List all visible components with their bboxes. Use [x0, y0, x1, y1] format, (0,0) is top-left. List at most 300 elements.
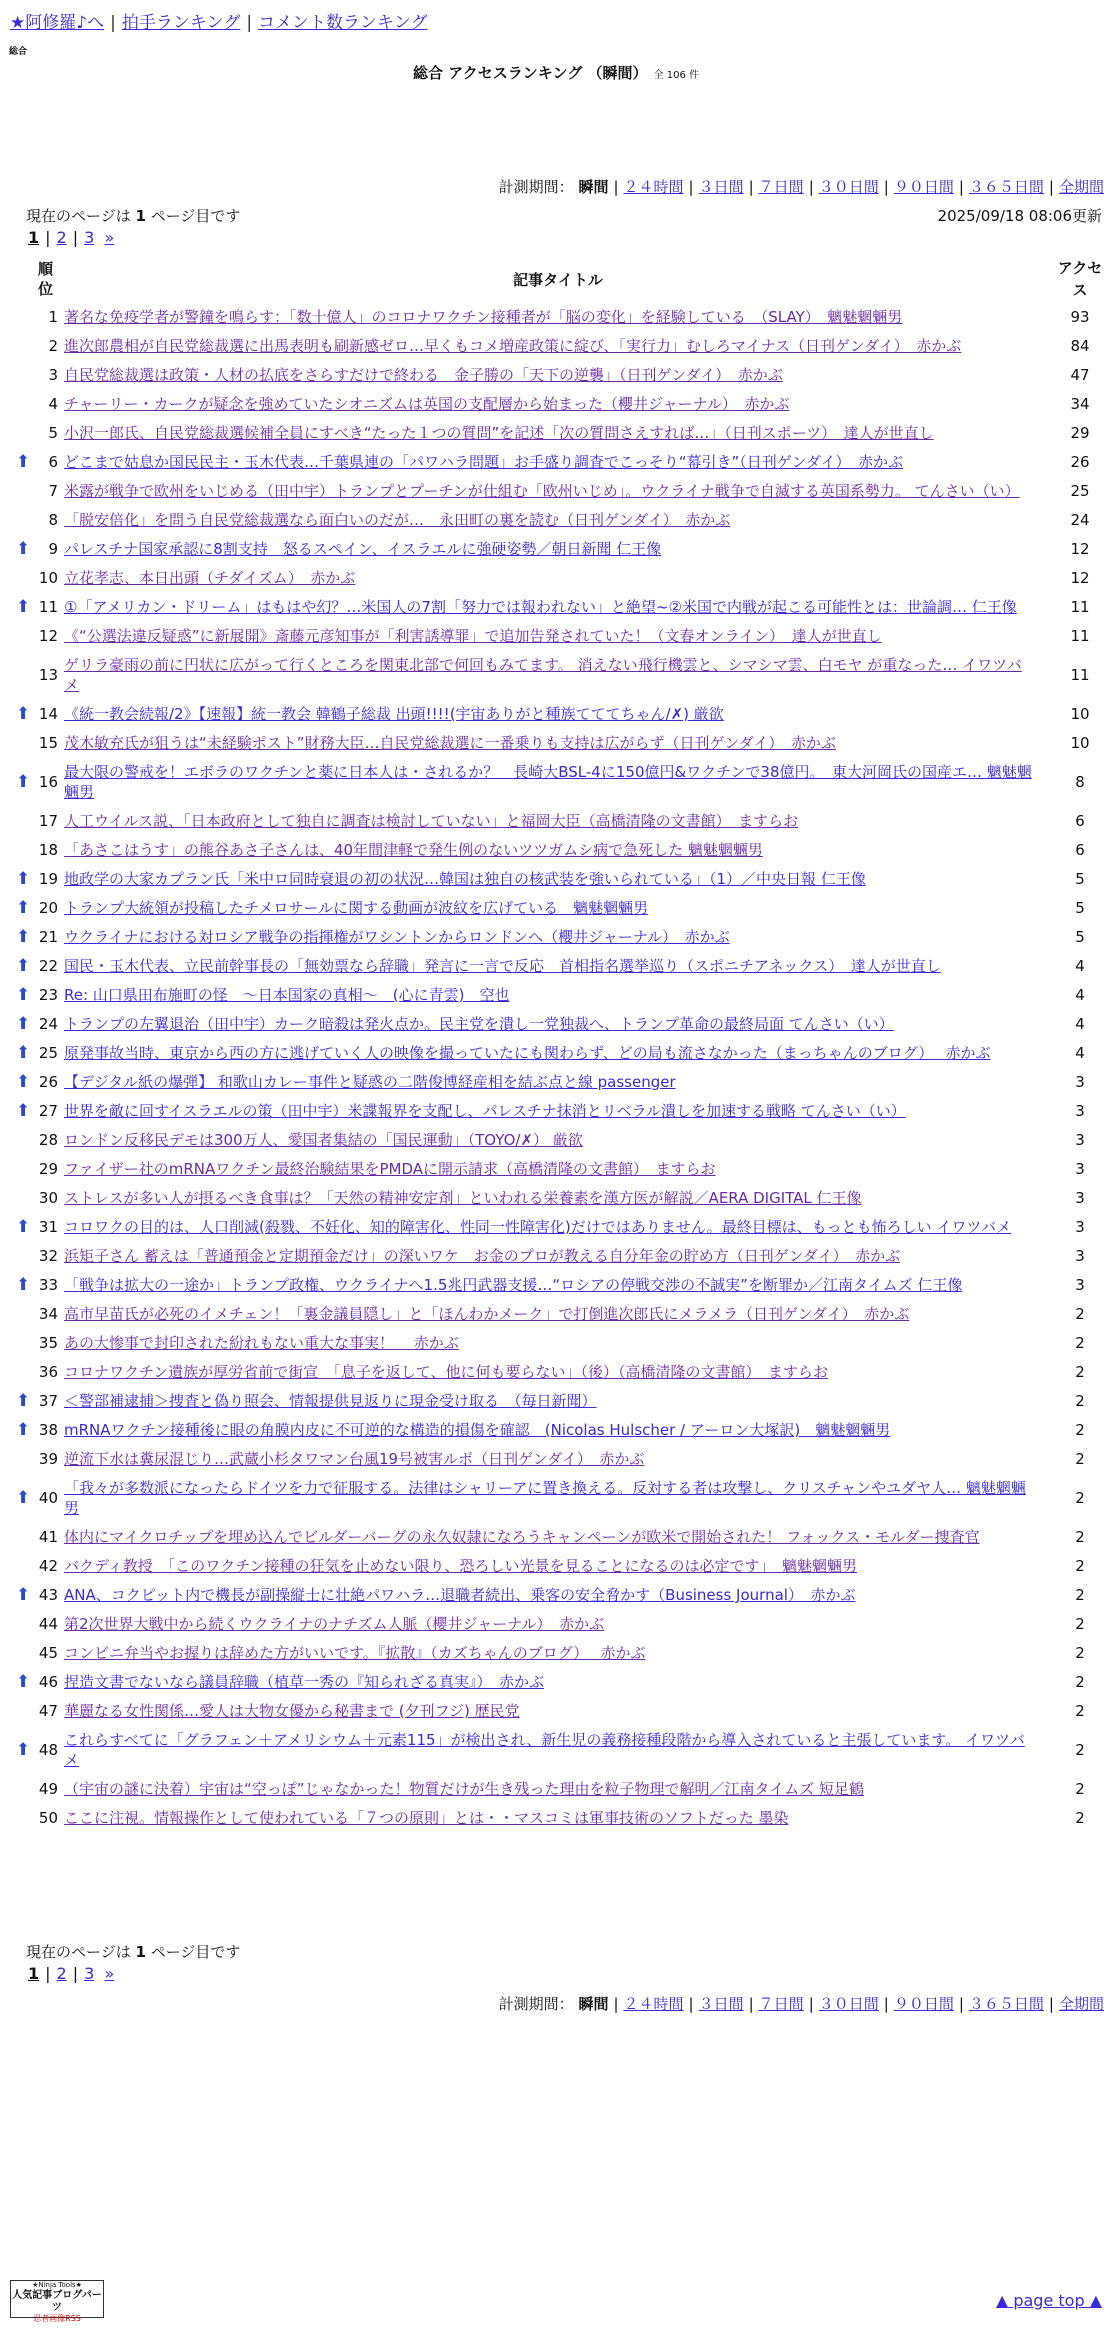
rank-number: 22	[38, 957, 58, 975]
access-count: 2	[1075, 1615, 1085, 1633]
access-count: 3	[1075, 1218, 1085, 1236]
period-365d-link[interactable]: ３６５日間	[968, 1995, 1044, 2013]
rank-up-arrow-icon: ⬆	[16, 1014, 31, 1034]
pager-page-3[interactable]: 3	[84, 1964, 95, 1983]
access-count: 3	[1075, 1247, 1085, 1265]
article-title-link[interactable]: 《“公選法違反疑惑”に新展開》斎藤元彦知事が「利害誘導罪」で追加告発されていた！（文春オンライン） 達人が世直し	[64, 627, 882, 645]
table-row	[16, 836, 1106, 865]
rank-number: 27	[38, 1102, 58, 1120]
article-title-link[interactable]: バクディ教授 「このワクチン接種の狂気を止めない限り、恐ろしい光景を見ることになるのは必定です」 魑魅魍魎男	[64, 1557, 858, 1575]
access-count: 2	[1075, 1450, 1085, 1468]
access-count: 3	[1075, 1102, 1085, 1120]
access-count: 12	[1070, 569, 1090, 587]
rank-number: 28	[38, 1131, 58, 1149]
article-title-link[interactable]: あの大惨事で封印された紛れもない重大な事実！ 赤かぶ	[64, 1334, 459, 1352]
page-info-bottom	[26, 1941, 240, 1962]
title-cell	[62, 303, 1054, 332]
rank-change-cell	[16, 1668, 38, 1697]
rank-number: 48	[38, 1741, 58, 1759]
rank-change-cell	[16, 1416, 38, 1445]
title-cell	[62, 865, 1054, 894]
period-3d-link[interactable]: ３日間	[698, 1995, 744, 2013]
access-count: 3	[1075, 1160, 1085, 1178]
period-30d-link[interactable]: ３０日間	[818, 178, 879, 196]
table-row	[16, 1416, 1106, 1445]
rank-number: 23	[38, 986, 58, 1004]
article-title-link[interactable]: 著名な免疫学者が警鐘を鳴らす：「数十億人」のコロナワクチン接種者が「脳の変化」を経験している （SLAY） 魑魅魍魎男	[64, 308, 903, 326]
access-count: 3	[1075, 1189, 1085, 1207]
article-title-link[interactable]: 《統一教会続報/2》【速報】統一教会 韓鶴子総裁 出頭!!!!(宇宙ありがと種族てててちゃん/✗) 厳欲	[64, 705, 724, 723]
title-cell	[62, 651, 1054, 700]
article-title-link[interactable]: トランプの左翼退治（田中宇）カーク暗殺は発火点か。民主党を潰し一党独裁へ、トランプ革命の最終局面 てんさい（い）	[64, 1015, 894, 1033]
rank-number: 10	[38, 569, 58, 587]
rank-up-arrow-icon: ⬆	[16, 956, 31, 976]
table-row	[16, 651, 1106, 700]
article-title-link[interactable]: コロワクの目的は、人口削減(殺戮、不妊化、知的障害化、性同一性障害化)だけではありません。最終目標は、もっとも怖ろしい イワツバメ	[64, 1218, 1012, 1236]
article-title-link[interactable]: 「我々が多数派になったらドイツを力で征服する。法律はシャリーアに置き換える。反対する者は攻撃し、クリスチャンやユダヤ人… 魑魅魍魎男	[64, 1479, 1026, 1517]
access-count: 8	[1075, 773, 1085, 791]
access-count: 4	[1075, 1044, 1085, 1062]
rank-change-cell	[16, 923, 38, 952]
period-all-link[interactable]: 全期間	[1058, 178, 1104, 196]
period-all-link[interactable]: 全期間	[1058, 1995, 1104, 2013]
access-count: 2	[1075, 1363, 1085, 1381]
pager-page-2[interactable]: 2	[56, 228, 67, 247]
clap-ranking-link[interactable]: 拍手ランキング	[121, 13, 241, 33]
rank-number: 29	[38, 1160, 58, 1178]
table-row	[16, 894, 1106, 923]
table-row	[16, 1039, 1106, 1068]
article-title-link[interactable]: Re: 山口県田布施町の怪 〜日本国家の真相〜 (心に青雲) 空也	[64, 986, 510, 1004]
article-title-link[interactable]: 「あさこはうす」の熊谷あさ子さんは、40年間津軽で発生例のないツツガムシ病で急死した 魑魅魍魎男	[64, 841, 763, 859]
article-title-link[interactable]: 小沢一郎氏、自民党総裁選候補全員にすべき“たった１つの質問”を記述「次の質問さえすれば…」（日刊スポーツ） 達人が世直し	[64, 424, 934, 442]
rank-change-cell	[16, 1097, 38, 1126]
table-row	[16, 1271, 1106, 1300]
article-title-link[interactable]: トランプ大統領が投稿したチメロサールに関する動画が波紋を広げている 魑魅魍魎男	[64, 899, 649, 917]
rank-change-cell	[16, 1358, 38, 1387]
period-24h-link[interactable]: ２４時間	[623, 178, 684, 196]
period-90d-link[interactable]: ９０日間	[893, 1995, 954, 2013]
pager-page-3[interactable]: 3	[84, 228, 95, 247]
title-cell	[62, 593, 1054, 622]
article-title-link[interactable]: ストレスが多い人が摂るべき食事は？「天然の精神安定剤」といわれる栄養素を漢方医が解説／AERA DIGITAL 仁王像	[64, 1189, 862, 1207]
rank-change-cell	[16, 865, 38, 894]
article-title-link[interactable]: 国民・玉木代表、立民前幹事長の「無効票なら辞職」発言に一言で反応 首相指名選挙巡り（スポニチアネックス） 達人が世直し	[64, 957, 941, 975]
title-cell	[62, 448, 1054, 477]
access-count: 6	[1075, 841, 1085, 859]
title-cell	[62, 952, 1054, 981]
rank-number: 3	[48, 366, 58, 384]
title-cell	[62, 332, 1054, 361]
comment-ranking-link[interactable]: コメント数ランキング	[258, 13, 428, 33]
top-nav	[10, 8, 428, 33]
period-label: 計測期間：	[498, 1995, 574, 2013]
table-row	[16, 1775, 1106, 1804]
rank-number: 19	[38, 870, 58, 888]
table-row	[16, 758, 1106, 807]
table-row	[16, 1358, 1106, 1387]
rank-number: 41	[38, 1528, 58, 1546]
table-row	[16, 1581, 1106, 1610]
rank-number: 24	[38, 1015, 58, 1033]
period-7d-link[interactable]: ７日間	[758, 1995, 804, 2013]
access-count: 2	[1075, 1305, 1085, 1323]
table-row	[16, 390, 1106, 419]
article-title-link[interactable]: ＜警部補逮捕＞捜査と偽り照会、情報提供見返りに現金受け取る （毎日新聞）	[64, 1392, 597, 1410]
rank-change-cell	[16, 564, 38, 593]
rank-change-cell	[16, 506, 38, 535]
title-cell	[62, 981, 1054, 1010]
table-row	[16, 952, 1106, 981]
rank-number: 2	[48, 337, 58, 355]
title-cell	[62, 1126, 1054, 1155]
rank-change-cell	[16, 1039, 38, 1068]
article-title-link[interactable]: チャーリー・カークが疑念を強めていたシオニズムは英国の支配層から始まった（櫻井ジャーナル） 赤かぶ	[64, 395, 790, 413]
article-title-link[interactable]: ファイザー社のmRNAワクチン最終治験結果をPMDAに開示請求（高橋清隆の文書館） ますらお	[64, 1160, 716, 1178]
period-selector-bottom: 計測期間： 瞬間 | ２４時間 | ３日間 | ７日間 | ３０日間 | ９０日間 | ３６５日間 | 全期間	[498, 1995, 1104, 2013]
pager-current: 1	[28, 228, 40, 247]
rank-number: 40	[38, 1489, 58, 1507]
page-info-top	[26, 205, 240, 226]
title-cell	[62, 1639, 1054, 1668]
article-title-link[interactable]: 【デジタル紙の爆弾】 和歌山カレー事件と疑惑の二階俊博経産相を結ぶ点と線 passenger	[64, 1073, 676, 1091]
access-count: 2	[1075, 1334, 1085, 1352]
updated-time: 2025/09/18 08:06更新	[937, 207, 1102, 225]
table-row	[16, 1126, 1106, 1155]
rank-change-cell	[16, 332, 38, 361]
article-title-link[interactable]: 第2次世界大戦中から続くウクライナのナチズム人脈（櫻井ジャーナル） 赤かぶ	[64, 1615, 604, 1633]
rank-change-cell	[16, 1581, 38, 1610]
logo-line-1: ★Ninja Tools★	[32, 2281, 82, 2289]
rank-up-arrow-icon: ⬆	[16, 1072, 31, 1092]
rank-up-arrow-icon: ⬆	[16, 927, 31, 947]
period-label: 計測期間：	[498, 178, 574, 196]
access-count: 5	[1075, 928, 1085, 946]
rank-number: 50	[38, 1809, 58, 1827]
rank-change-cell	[16, 1639, 38, 1668]
title-cell	[62, 729, 1054, 758]
rank-number: 18	[38, 841, 58, 859]
asyura-home-link[interactable]: ★阿修羅♪へ	[10, 13, 105, 33]
access-count: 2	[1075, 1809, 1085, 1827]
rank-number: 37	[38, 1392, 58, 1410]
access-count: 6	[1075, 812, 1085, 830]
access-count: 2	[1075, 1392, 1085, 1410]
rank-change-cell	[16, 1697, 38, 1726]
logo-line-2: 人気記事ブログパーツ	[12, 2290, 102, 2313]
table-row	[16, 419, 1106, 448]
rank-number: 33	[38, 1276, 58, 1294]
access-count: 2	[1075, 1780, 1085, 1798]
access-count: 26	[1070, 453, 1090, 471]
article-title-link[interactable]: ゲリラ豪雨の前に円状に広がって行くところを関東北部で何回もみてます。 消えない飛行機雲と、シマシマ雲、白モヤ が重なった… イワツバメ	[64, 656, 1022, 694]
rank-change-cell	[16, 1387, 38, 1416]
title-cell	[62, 1804, 1054, 1833]
period-365d-link[interactable]: ３６５日間	[968, 178, 1044, 196]
rank-col-header: 順位	[38, 260, 54, 298]
title-cell	[62, 622, 1054, 651]
rank-change-cell	[16, 1155, 38, 1184]
title-cell	[62, 1039, 1054, 1068]
rank-up-arrow-icon: ⬆	[16, 597, 31, 617]
article-title-link[interactable]: パレスチナ国家承認に8割支持 怒るスペイン、イスラエルに強硬姿勢／朝日新聞 仁王像	[64, 540, 662, 558]
rank-up-arrow-icon: ⬆	[16, 772, 31, 792]
rank-change-cell	[16, 1213, 38, 1242]
table-row	[16, 1300, 1106, 1329]
table-row	[16, 1610, 1106, 1639]
table-row	[16, 1213, 1106, 1242]
title-cell	[62, 1552, 1054, 1581]
title-col-header: 記事タイトル	[513, 270, 603, 289]
rank-number: 31	[38, 1218, 58, 1236]
access-count: 3	[1075, 1131, 1085, 1149]
rank-change-cell	[16, 1775, 38, 1804]
page-title-text: 総合 アクセスランキング （瞬間）	[413, 64, 648, 82]
pager-bottom: 1 | 2 | 3 »	[28, 1964, 115, 1983]
article-title-link[interactable]: コロナワクチン遺族が厚労省前で街宣 「息子を返して、他に何も要らない」（後）（高橋清隆の文書館） ますらお	[64, 1363, 828, 1381]
title-cell	[62, 419, 1054, 448]
pager-current: 1	[28, 1964, 40, 1983]
article-title-link[interactable]: コンビニ弁当やお握りは辞めた方がいいです。『拡散』（カズちゃんのブログ） 赤かぶ	[64, 1644, 646, 1662]
page-info-number: 1	[135, 1943, 146, 1961]
rank-up-arrow-icon: ⬆	[16, 1101, 31, 1121]
article-title-link[interactable]: （宇宙の謎に決着）宇宙は“空っぽ”じゃなかった！物質だけが生き残った理由を粒子物理で解明／江南タイムズ 短足鶴	[64, 1780, 865, 1798]
table-row	[16, 1697, 1106, 1726]
rank-change-cell	[16, 622, 38, 651]
access-count: 11	[1070, 598, 1090, 616]
article-title-link[interactable]: ロンドン反移民デモは300万人、愛国者集結の「国民運動」（TOYO/✗） 厳欲	[64, 1131, 583, 1149]
rank-change-cell	[16, 1271, 38, 1300]
rank-number: 38	[38, 1421, 58, 1439]
period-7d-link[interactable]: ７日間	[758, 178, 804, 196]
page-info-suffix: ページ目です	[150, 1943, 241, 1961]
article-title-link[interactable]: 体内にマイクロチップを埋め込んでビルダーバーグの永久奴隷になろうキャンペーンが欧米で開始された！ フォックス・モルダー捜査官	[64, 1528, 980, 1546]
title-cell	[62, 1184, 1054, 1213]
rank-up-arrow-icon: ⬆	[16, 985, 31, 1005]
article-title-link[interactable]: これらすべてに「グラフェン＋アメリシウム＋元素115」が検出され、新生児の義務接種段階から導入されていると主張しています。 イワツバメ	[64, 1731, 1025, 1769]
table-row	[16, 1523, 1106, 1552]
title-cell	[62, 1097, 1054, 1126]
article-title-link[interactable]: 高市早苗氏が必死のイメチェン！「裏金議員隠し」と「ほんわかメーク」で打倒進次郎氏にメラメラ（日刊ゲンダイ） 赤かぶ	[64, 1305, 910, 1323]
access-count: 24	[1070, 511, 1090, 529]
article-title-link[interactable]: 「戦争は拡大の一途か」トランプ政権、ウクライナへ1.5兆円武器支援…“ロシアの停戦交渉の不誠実”を断罪か／江南タイムズ 仁王像	[64, 1276, 963, 1294]
title-cell	[62, 1775, 1054, 1804]
title-cell	[62, 1271, 1054, 1300]
article-title-link[interactable]: 自民党総裁選は政策・人材の払底をさらすだけで終わる 金子勝の「天下の逆襲」（日刊ゲンダイ） 赤かぶ	[64, 366, 783, 384]
rank-number: 5	[48, 424, 58, 442]
access-count: 47	[1070, 366, 1090, 384]
table-row	[16, 1445, 1106, 1474]
table-row	[16, 361, 1106, 390]
rank-number: 12	[38, 627, 58, 645]
pager-next[interactable]: »	[104, 228, 115, 247]
table-row	[16, 506, 1106, 535]
title-cell	[62, 1581, 1054, 1610]
title-cell	[62, 477, 1054, 506]
table-row	[16, 1097, 1106, 1126]
rank-change-cell	[16, 807, 38, 836]
article-title-link[interactable]: 世界を敵に回すイスラエルの策（田中宇）米諜報界を支配し、パレスチナ抹消とリベラル潰しを加速する戦略 てんさい（い）	[64, 1102, 906, 1120]
period-3d-link[interactable]: ３日間	[698, 178, 744, 196]
rank-number: 14	[38, 705, 58, 723]
table-row	[16, 1639, 1106, 1668]
title-cell	[62, 1668, 1054, 1697]
article-title-link[interactable]: 人工ウイルス説、「日本政府として独自に調査は検討していない」と福岡大臣（高橋清隆の文書館） ますらお	[64, 812, 799, 830]
rank-number: 8	[48, 511, 58, 529]
rank-change-cell	[16, 361, 38, 390]
rank-change-cell	[16, 651, 38, 700]
rank-number: 1	[48, 308, 58, 326]
table-row	[16, 1010, 1106, 1039]
article-title-link[interactable]: ウクライナにおける対ロシア戦争の指揮権がワシントンからロンドンへ（櫻井ジャーナル） 赤かぶ	[64, 928, 730, 946]
table-row	[16, 622, 1106, 651]
access-count: 93	[1070, 308, 1090, 326]
nav-separator: |	[110, 13, 116, 33]
access-count: 5	[1075, 899, 1085, 917]
title-cell	[62, 1474, 1054, 1523]
table-row	[16, 1387, 1106, 1416]
table-row	[16, 1329, 1106, 1358]
access-count: 3	[1075, 1073, 1085, 1091]
article-title-link[interactable]: ここに注視。情報操作として使われている「７つの原則」とは・・マスコミは軍事技術のソフトだった 墨染	[64, 1809, 789, 1827]
rank-number: 17	[38, 812, 58, 830]
ninja-tools-logo[interactable]	[10, 2280, 104, 2323]
table-row	[16, 1242, 1106, 1271]
access-count: 34	[1070, 395, 1090, 413]
pager-next[interactable]: »	[104, 1964, 115, 1983]
rank-up-arrow-icon: ⬆	[16, 1740, 31, 1760]
article-title-link[interactable]: 逆流下水は糞尿混じり…武蔵小杉タワマン台風19号被害ルポ（日刊ゲンダイ） 赤かぶ	[64, 1450, 645, 1468]
period-current: 瞬間	[578, 1995, 609, 2013]
title-cell	[62, 1300, 1054, 1329]
article-title-link[interactable]: 最大限の警戒を！エボラのワクチンと薬に日本人は・されるか？ 長崎大BSL-4に150億円&ワクチンで38億円。 東大河岡氏の国産エ… 魑魅魍魎男	[64, 763, 1032, 801]
article-title-link[interactable]: 原発事故当時、東京から西の方に逃げていく人の映像を撮っていたにも関わらず、どの局も流さなかった（まっちゃんのブログ） 赤かぶ	[64, 1044, 991, 1062]
page-top-link[interactable]: ▲ page top ▲	[995, 2291, 1102, 2310]
rank-up-arrow-icon: ⬆	[16, 452, 31, 472]
rank-change-cell	[16, 1242, 38, 1271]
access-count: 2	[1075, 1586, 1085, 1604]
article-title-link[interactable]: 進次郎農相が自民党総裁選に出馬表明も刷新感ゼロ…早くもコメ増産政策に綻び、「実行力」むしろマイナス（日刊ゲンダイ） 赤かぶ	[64, 337, 962, 355]
access-count: 2	[1075, 1528, 1085, 1546]
rank-number: 34	[38, 1305, 58, 1323]
article-title-link[interactable]: 浜矩子さん 蓄えは「普通預金と定期預金だけ」の深いワケ お金のプロが教える自分年金の貯め方（日刊ゲンダイ） 赤かぶ	[64, 1247, 901, 1265]
access-count: 5	[1075, 870, 1085, 888]
rank-up-arrow-icon: ⬆	[16, 1043, 31, 1063]
table-row	[16, 1552, 1106, 1581]
rank-number: 20	[38, 899, 58, 917]
access-count: 12	[1070, 540, 1090, 558]
title-cell	[62, 1523, 1054, 1552]
access-count: 2	[1075, 1741, 1085, 1759]
access-count: 2	[1075, 1489, 1085, 1507]
rank-number: 36	[38, 1363, 58, 1381]
rank-change-cell	[16, 477, 38, 506]
rank-number: 26	[38, 1073, 58, 1091]
article-title-link[interactable]: 茂木敏充氏が狙うは“未経験ポスト”財務大臣…自民党総裁選に一番乗りも支持は広がらず（日刊ゲンダイ） 赤かぶ	[64, 734, 836, 752]
table-row	[16, 332, 1106, 361]
ranking-body	[16, 303, 1106, 1833]
access-count: 4	[1075, 986, 1085, 1004]
rank-number: 49	[38, 1780, 58, 1798]
table-row	[16, 1668, 1106, 1697]
rank-change-cell	[16, 1610, 38, 1639]
access-count: 11	[1070, 627, 1090, 645]
article-title-link[interactable]: 華麗なる女性関係…愛人は大物女優から秘書まで (夕刊フジ) 歴民党	[64, 1702, 520, 1720]
title-cell	[62, 1358, 1054, 1387]
rank-number: 30	[38, 1189, 58, 1207]
table-row	[16, 700, 1106, 729]
access-count: 2	[1075, 1644, 1085, 1662]
table-row	[16, 448, 1106, 477]
pager-page-2[interactable]: 2	[56, 1964, 67, 1983]
article-title-link[interactable]: どこまで姑息か国民民主・玉木代表…千葉県連の「パワハラ問題」お手盛り調査でこっそり“幕引き”（日刊ゲンダイ） 赤かぶ	[64, 453, 904, 471]
period-90d-link[interactable]: ９０日間	[893, 178, 954, 196]
title-cell	[62, 758, 1054, 807]
rank-up-arrow-icon: ⬆	[16, 898, 31, 918]
rank-change-cell	[16, 1126, 38, 1155]
access-col-header: アクセス	[1057, 259, 1103, 299]
rank-change-cell	[16, 535, 38, 564]
logo-line-3: 忍者画像RSS	[33, 2314, 81, 2323]
rank-change-cell	[16, 303, 38, 332]
table-row	[16, 477, 1106, 506]
total-count: 全 106 件	[653, 70, 699, 81]
article-title-link[interactable]: 米露が戦争で欧州をいじめる（田中宇）トランプとプーチンが仕組む「欧州いじめ」。ウクライナ戦争で自滅する英国系勢力。 てんさい（い）	[64, 482, 1020, 500]
article-title-link[interactable]: 「脱安倍化」を問う自民党総裁選なら面白いのだが… 永田町の裏を読む（日刊ゲンダイ） 赤かぶ	[64, 511, 731, 529]
article-title-link[interactable]: 立花孝志、本日出頭（チダイズム） 赤かぶ	[64, 569, 356, 587]
rank-up-arrow-icon: ⬆	[16, 869, 31, 889]
period-30d-link[interactable]: ３０日間	[818, 1995, 879, 2013]
rank-change-cell	[16, 1523, 38, 1552]
rank-change-cell	[16, 1445, 38, 1474]
rank-change-cell	[16, 981, 38, 1010]
access-count: 2	[1075, 1673, 1085, 1691]
nav-separator: |	[246, 13, 253, 33]
rank-number: 15	[38, 734, 58, 752]
access-count: 4	[1075, 1015, 1085, 1033]
period-24h-link[interactable]: ２４時間	[623, 1995, 684, 2013]
access-count: 84	[1070, 337, 1090, 355]
title-cell	[62, 1697, 1054, 1726]
table-row	[16, 981, 1106, 1010]
ranking-table	[16, 255, 1106, 1833]
table-row	[16, 865, 1106, 894]
rank-change-cell	[16, 593, 38, 622]
rank-change-cell	[16, 1184, 38, 1213]
page-info-prefix: 現在のページは	[26, 207, 131, 225]
rank-number: 6	[48, 453, 58, 471]
article-title-link[interactable]: ANA、コクピット内で機長が副操縦士に壮絶パワハラ…退職者続出、乗客の安全脅かす（Business Journal） 赤かぶ	[64, 1586, 856, 1604]
rank-number: 44	[38, 1615, 58, 1633]
article-title-link[interactable]: mRNAワクチン接種後に眼の角膜内皮に不可逆的な構造的損傷を確認 (Nicolas Hulscher / アーロン大塚訳) 魑魅魍魎男	[64, 1421, 891, 1439]
rank-number: 35	[38, 1334, 58, 1352]
access-count: 2	[1075, 1702, 1085, 1720]
title-cell	[62, 1387, 1054, 1416]
rank-change-cell	[16, 1300, 38, 1329]
article-title-link[interactable]: 地政学の大家カプラン氏「米中ロ同時衰退の初の状況…韓国は独自の核武装を強いられている」（1）／中央日報 仁王像	[64, 870, 866, 888]
rank-number: 46	[38, 1673, 58, 1691]
rank-number: 45	[38, 1644, 58, 1662]
rank-change-cell	[16, 1726, 38, 1775]
rank-up-arrow-icon: ⬆	[16, 539, 31, 559]
rank-change-cell	[16, 952, 38, 981]
category-tag: 総合	[9, 47, 28, 57]
article-title-link[interactable]: 捏造文書でないなら議員辞職（植草一秀の『知られざる真実』） 赤かぶ	[64, 1673, 545, 1691]
rank-change-cell	[16, 448, 38, 477]
article-title-link[interactable]: ①「アメリカン・ドリーム」はもはや幻？…米国人の7割「努力では報われない」と絶望~②米国で内戦が起こる可能性とは：世論調… 仁王像	[64, 598, 1017, 616]
rank-up-arrow-icon: ⬆	[16, 1391, 31, 1411]
access-count: 3	[1075, 1276, 1085, 1294]
